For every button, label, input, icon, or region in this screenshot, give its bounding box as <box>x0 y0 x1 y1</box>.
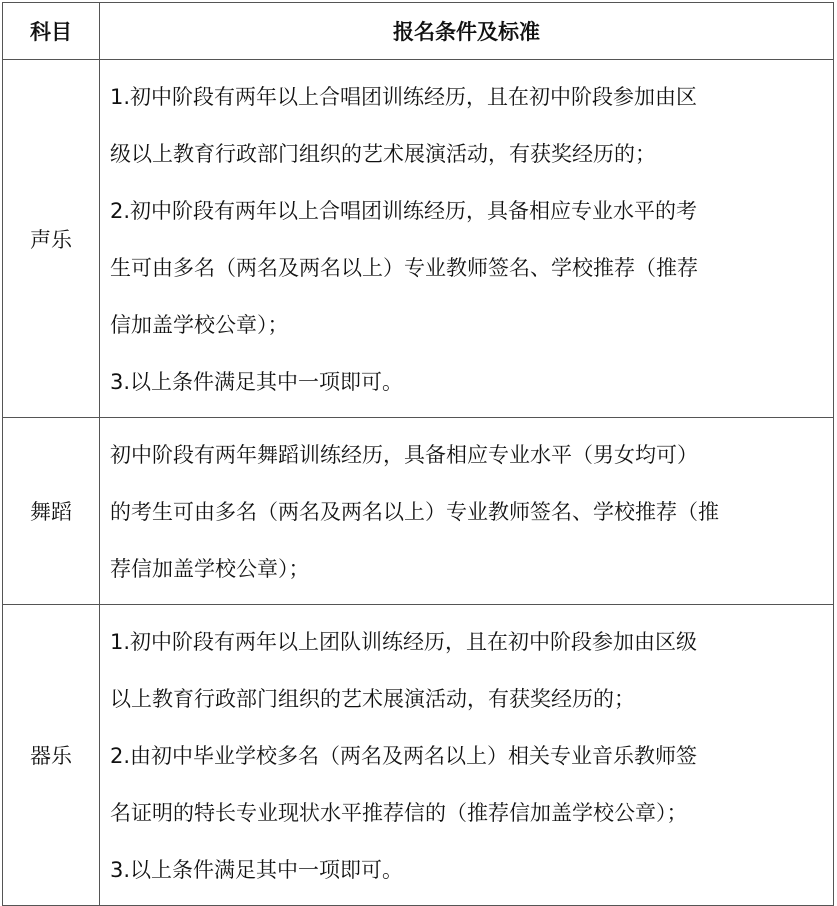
criteria-line: 荐信加盖学校公章）； <box>110 557 310 581</box>
subject-cell: 器乐 <box>3 605 100 906</box>
criteria-cell <box>100 605 834 906</box>
header-subject: 科目 <box>3 3 100 60</box>
subject-cell: 舞蹈 <box>3 418 100 605</box>
criteria-line: 信加盖学校公章）； <box>110 313 289 337</box>
table-row <box>3 418 834 605</box>
criteria-line: 以上教育行政部门组织的艺术展演活动，有获奖经历的； <box>110 687 635 711</box>
criteria-line: 3.以上条件满足其中一项即可。 <box>110 370 404 394</box>
header-row <box>3 3 834 60</box>
criteria-cell <box>100 418 834 605</box>
table-row <box>3 605 834 906</box>
criteria-line: 初中阶段有两年舞蹈训练经历，具备相应专业水平（男女均可） <box>110 443 698 467</box>
criteria-line: 1.初中阶段有两年以上合唱团训练经历，且在初中阶段参加由区 <box>110 85 698 109</box>
table-row <box>3 60 834 418</box>
criteria-line: 3.以上条件满足其中一项即可。 <box>110 858 404 882</box>
criteria-line: 级以上教育行政部门组织的艺术展演活动，有获奖经历的； <box>110 142 656 166</box>
criteria-line: 生可由多名（两名及两名以上）专业教师签名、学校推荐（推荐 <box>110 256 698 280</box>
criteria-line: 名证明的特长专业现状水平推荐信的（推荐信加盖学校公章）； <box>110 801 688 825</box>
requirements-table <box>2 2 834 906</box>
criteria-cell <box>100 60 834 418</box>
criteria-line: 2.初中阶段有两年以上合唱团训练经历，具备相应专业水平的考 <box>110 199 698 223</box>
criteria-line: 2.由初中毕业学校多名（两名及两名以上）相关专业音乐教师签 <box>110 744 698 768</box>
criteria-line: 1.初中阶段有两年以上团队训练经历，且在初中阶段参加由区级 <box>110 630 698 654</box>
criteria-line: 的考生可由多名（两名及两名以上）专业教师签名、学校推荐（推 <box>110 500 719 524</box>
subject-cell: 声乐 <box>3 60 100 418</box>
header-criteria: 报名条件及标准 <box>100 3 834 60</box>
